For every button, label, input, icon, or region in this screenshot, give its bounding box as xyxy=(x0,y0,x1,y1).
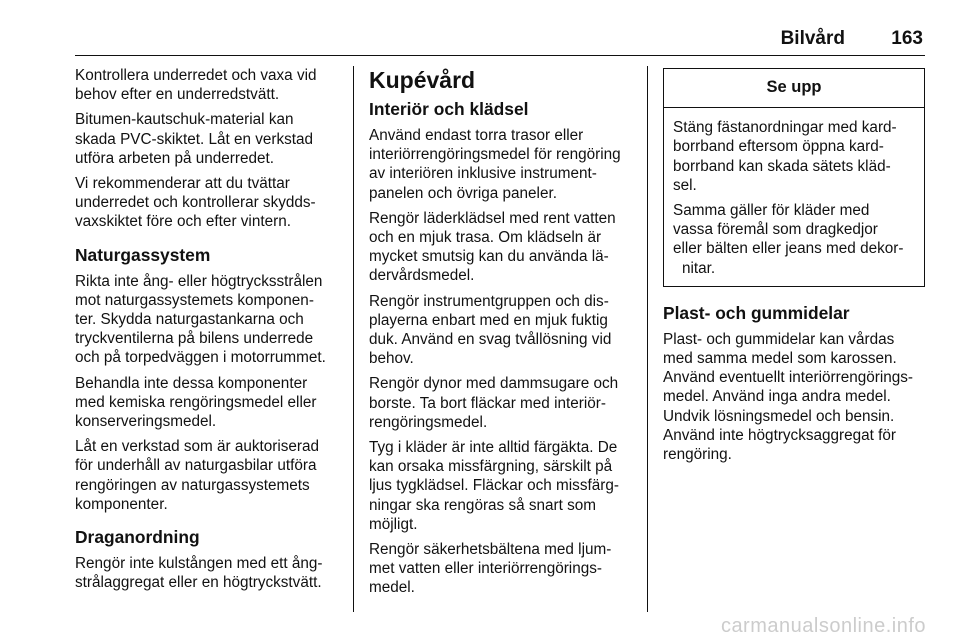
heading-plast-gummi: Plast- och gummidelar xyxy=(663,302,850,323)
paragraph: Tyg i kläder är inte alltid färgäkta. De kan orsaka missfärgning, särskilt på ljus tygklädsel. Fläckar och missfärg- ningar ska rengöras så snart som möjligt. xyxy=(369,439,619,533)
header-rule xyxy=(75,55,925,56)
column-divider xyxy=(647,66,648,612)
paragraph: Behandla inte dessa komponenter med kemiska rengöringsmedel eller konserveringsmedel. xyxy=(75,374,317,431)
column-right xyxy=(663,66,925,470)
paragraph: Rikta inte ång- eller högtrycksstrålen mot naturgassystemets komponen- ter. Skydda naturgastankarna och tryckventilerna på bilens underrede och på torpedväggen i motorrummet. xyxy=(75,272,326,367)
paragraph: Rengör läderklädsel med rent vatten och en mjuk trasa. Om klädseln är mycket smutsig kan du använda lä- dervårdsmedel. xyxy=(369,209,616,285)
heading-naturgassystem: Naturgassystem xyxy=(75,244,211,265)
paragraph: Samma gäller för kläder med vassa föremål som dragkedjor eller bälten eller jeans med dekor- nitar. xyxy=(673,202,904,277)
page-header xyxy=(75,22,925,56)
column-left xyxy=(75,66,345,598)
paragraph: Använd endast torra trasor eller interiörrengöringsmedel för rengöring av interiören inklusive instrument- panelen och övriga paneler. xyxy=(369,127,621,202)
column-divider xyxy=(353,66,354,612)
paragraph: Låt en verkstad som är auktoriserad för underhåll av naturgasbilar utföra rengöringen av naturgassystemets komponenter. xyxy=(75,438,320,513)
paragraph: Rengör inte kulstången med ett ång- strålaggregat eller en högtryckstvätt. xyxy=(75,555,323,592)
paragraph: Plast- och gummidelar kan vårdas med samma medel som karossen. Använd eventuellt interiörrengörings- medel. Använd inga andra medel. Undvik lösningsmedel och bensin. Använd inte högtrycksaggregat för rengöring. xyxy=(663,330,913,464)
heading-kupevard: Kupévård xyxy=(369,67,476,93)
paragraph: Stäng fästanordningar med kard- borrband eftersom öppna kard- borrband kan skada sätets kläd- sel. xyxy=(673,119,897,194)
column-middle xyxy=(369,66,639,604)
page-number: 163 xyxy=(891,28,923,49)
paragraph: Bitumen-kautschuk-material kan skada PVC-skiktet. Låt en verkstad utföra arbeten på underredet. xyxy=(75,111,314,167)
paragraph: Vi rekommenderar att du tvättar underredet och kontrollerar skydds- vaxskiktet före och efter vintern. xyxy=(75,175,316,231)
paragraph: Rengör instrumentgruppen och dis- playerna enbart med en mjuk fuktig duk. Använd en svag tvållösning vid behov. xyxy=(369,292,612,368)
caution-body xyxy=(664,108,924,286)
section-title: Bilvård xyxy=(780,28,845,49)
paragraph: Rengör säkerhetsbältena med ljum- met vatten eller interiörrengörings- medel. xyxy=(369,541,612,597)
heading-interior: Interiör och klädsel xyxy=(369,99,529,119)
watermark: carmanualsonline.info xyxy=(720,615,926,637)
heading-draganordning: Draganordning xyxy=(75,527,200,548)
paragraph: Rengör dynor med dammsugare och borste. Ta bort fläckar med interiör- rengöringsmedel. xyxy=(369,375,619,431)
paragraph: Kontrollera underredet och vaxa vid behov efter en underredstvätt. xyxy=(75,67,317,104)
caution-title: Se upp xyxy=(664,69,924,108)
caution-box xyxy=(663,68,925,287)
